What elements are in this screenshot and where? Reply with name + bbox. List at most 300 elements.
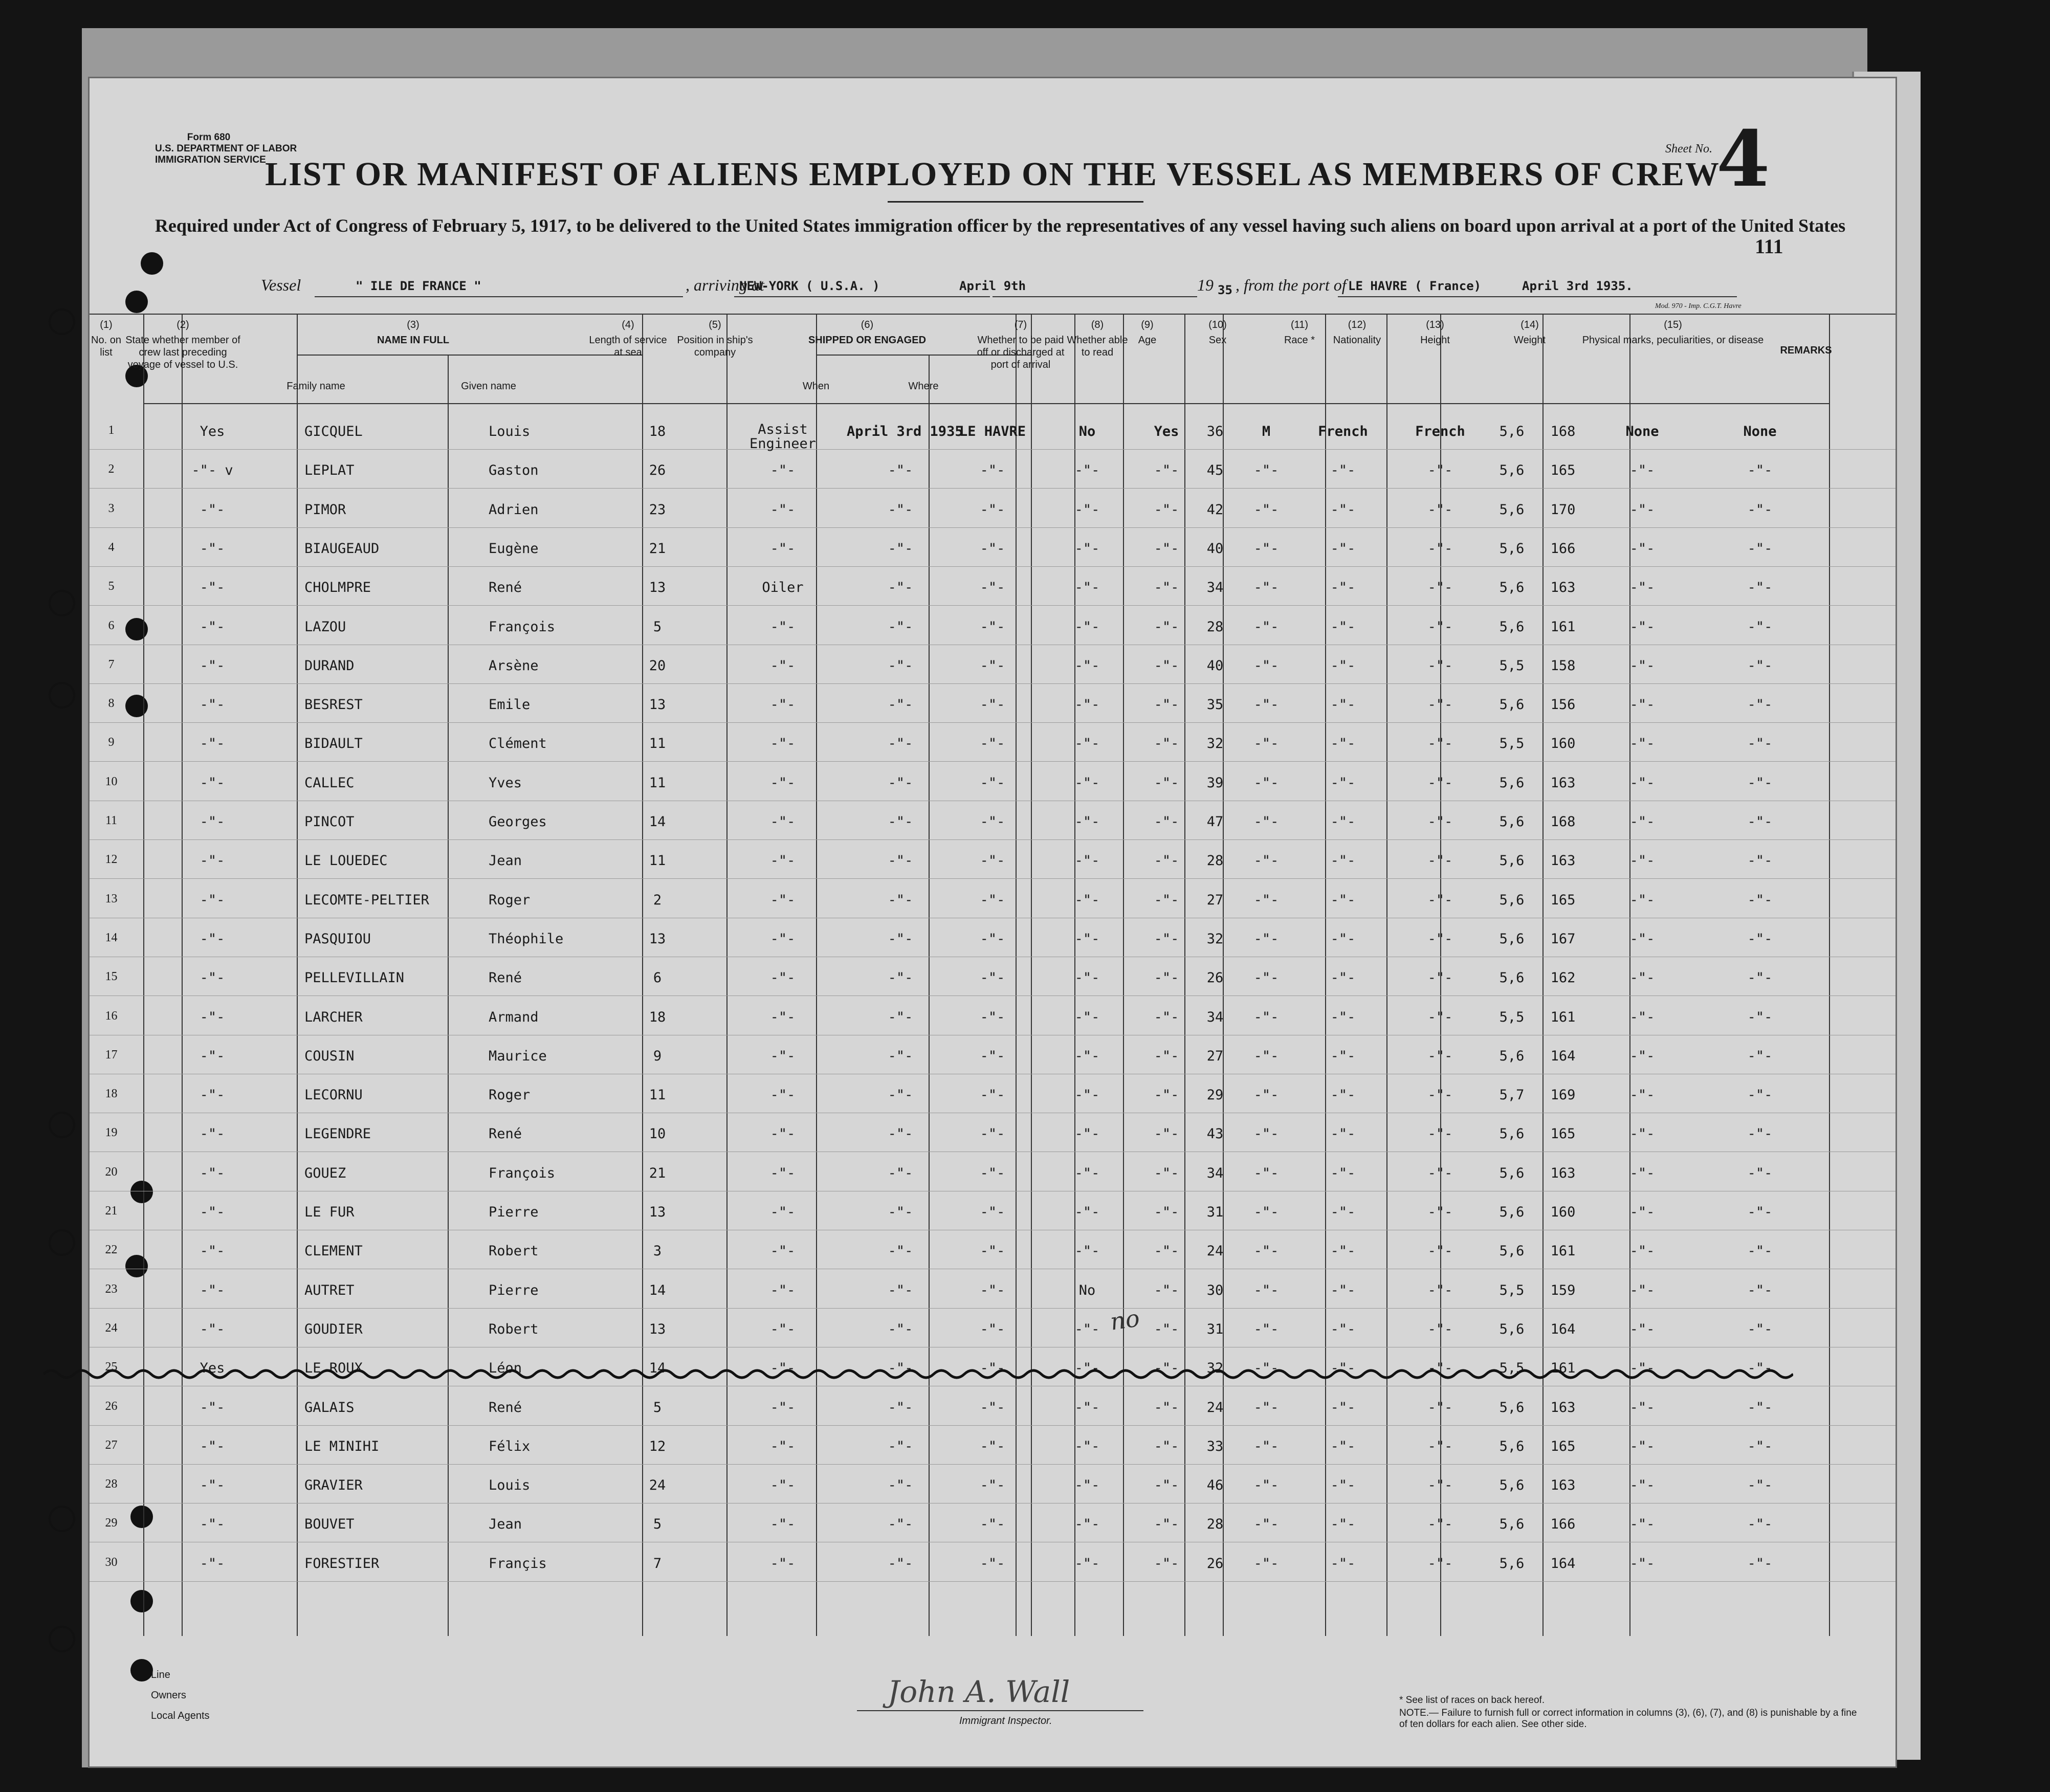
cell-where: -"-: [980, 814, 1005, 830]
cell-when: -"-: [888, 618, 913, 635]
cell-paid: -"-: [1074, 1009, 1100, 1025]
cell-given: Eugène: [489, 540, 539, 557]
cell-height: 5,5: [1499, 1009, 1525, 1025]
cell-race: -"-: [1330, 1087, 1356, 1103]
cell-family: PASQUIOU: [304, 931, 371, 947]
cell-position: -"-: [770, 1204, 796, 1220]
inspector-label: Immigrant Inspector.: [959, 1715, 1052, 1727]
column-header: Height: [1420, 335, 1450, 346]
cell-read: -"-: [1154, 1321, 1179, 1337]
cell-sex: -"-: [1253, 1243, 1279, 1259]
cell-marks: -"-: [1629, 1516, 1655, 1533]
cell-marks: -"-: [1629, 853, 1655, 869]
cell-prev: -"-: [200, 1087, 225, 1103]
cell-family: BESREST: [304, 697, 363, 713]
cell-where: -"-: [980, 1243, 1005, 1259]
cell-paid: -"-: [1074, 580, 1100, 596]
cell-height: 5,7: [1499, 1087, 1525, 1103]
cell-position: Assist Engineer: [749, 422, 817, 452]
column-rule: [1829, 314, 1830, 1636]
cell-read: -"-: [1154, 1516, 1179, 1533]
cell-remarks: -"-: [1747, 618, 1773, 635]
cell-height: 5,6: [1499, 1516, 1525, 1533]
cell-position: -"-: [770, 1165, 796, 1181]
cell-where: -"-: [980, 501, 1005, 518]
cell-remarks: -"-: [1747, 1009, 1773, 1025]
cell-position: -"-: [770, 1399, 796, 1415]
arrival-date: April 9th: [959, 279, 1026, 293]
cell-service: 13: [649, 931, 666, 947]
row-rule: [90, 449, 1895, 450]
cell-sex: -"-: [1253, 736, 1279, 752]
cell-no: 2: [108, 462, 115, 476]
cell-weight: 161: [1550, 1009, 1576, 1025]
cell-nat: -"-: [1427, 853, 1453, 869]
cell-marks: None: [1625, 424, 1659, 439]
cell-service: 5: [653, 618, 662, 635]
cell-position: -"-: [770, 1243, 796, 1259]
cell-sex: -"-: [1253, 697, 1279, 713]
cell-given: Robert: [489, 1321, 539, 1337]
cell-remarks: -"-: [1747, 1204, 1773, 1220]
column-number: (5): [709, 319, 721, 330]
cell-prev: -"-: [200, 775, 225, 791]
cell-marks: -"-: [1629, 462, 1655, 479]
cell-prev: -"-: [200, 1243, 225, 1259]
cell-service: 11: [649, 1087, 666, 1103]
cell-height: 5,6: [1499, 1438, 1525, 1454]
cell-marks: -"-: [1629, 580, 1655, 596]
cell-marks: -"-: [1629, 1126, 1655, 1142]
cell-race: -"-: [1330, 1555, 1356, 1572]
cell-service: 5: [653, 1516, 662, 1533]
cell-where: -"-: [980, 540, 1005, 557]
column-header: REMARKS: [1780, 345, 1832, 356]
cell-race: -"-: [1330, 462, 1356, 479]
row-rule: [90, 566, 1895, 567]
cell-sex: -"-: [1253, 931, 1279, 947]
cell-when: -"-: [888, 540, 913, 557]
cell-family: LEPLAT: [304, 462, 355, 479]
cell-race: -"-: [1330, 931, 1356, 947]
cell-nat: French: [1415, 424, 1465, 439]
cell-read: -"-: [1154, 1360, 1179, 1377]
subheader-when: When: [802, 381, 830, 392]
cell-sex: -"-: [1253, 1126, 1279, 1142]
cell-family: LECOMTE-PELTIER: [304, 892, 429, 908]
strike-through-line: [43, 1364, 1793, 1384]
cell-nat: -"-: [1427, 462, 1453, 479]
column-header: Race *: [1284, 335, 1315, 346]
cell-marks: -"-: [1629, 1048, 1655, 1064]
cell-age: 34: [1206, 580, 1224, 596]
cell-service: 9: [653, 1048, 662, 1064]
cell-age: 32: [1206, 1360, 1224, 1377]
cell-no: 19: [105, 1126, 118, 1140]
manifest-sheet: [88, 77, 1897, 1768]
cell-nat: -"-: [1427, 1555, 1453, 1572]
cell-height: 5,6: [1499, 1243, 1525, 1259]
cell-race: -"-: [1330, 1243, 1356, 1259]
cell-nat: -"-: [1427, 814, 1453, 830]
cell-when: -"-: [888, 931, 913, 947]
cell-remarks: -"-: [1747, 1165, 1773, 1181]
cell-marks: -"-: [1629, 736, 1655, 752]
cell-given: François: [489, 1165, 556, 1181]
cell-prev: -"-: [200, 1048, 225, 1064]
cell-nat: -"-: [1427, 501, 1453, 518]
cell-service: 13: [649, 1204, 666, 1220]
cell-height: 5,5: [1499, 1282, 1525, 1298]
cell-given: Pierre: [489, 1204, 539, 1220]
cell-sex: -"-: [1253, 1165, 1279, 1181]
cell-no: 20: [105, 1165, 118, 1179]
page-subtitle: Required under Act of Congress of February 5, 1917, to be delivered to the United States immigration officer by the representatives of any vessel having such aliens on board upon arrival at a port of the United States: [155, 215, 1846, 236]
cell-when: -"-: [888, 1009, 913, 1025]
cell-age: 40: [1206, 540, 1224, 557]
cell-paid: -"-: [1074, 1399, 1100, 1415]
cell-age: 32: [1206, 736, 1224, 752]
inspector-signature: John A. Wall: [888, 1674, 1070, 1709]
cell-marks: -"-: [1629, 1282, 1655, 1298]
cell-no: 28: [105, 1477, 118, 1491]
cell-paid: -"-: [1074, 501, 1100, 518]
form-department: U.S. DEPARTMENT OF LABOR: [155, 143, 297, 154]
cell-age: 28: [1206, 1516, 1224, 1533]
cell-weight: 167: [1550, 931, 1576, 947]
cell-no: 6: [108, 618, 115, 632]
cell-service: 10: [649, 1126, 666, 1142]
cell-marks: -"-: [1629, 1555, 1655, 1572]
cell-marks: -"-: [1629, 1321, 1655, 1337]
cell-sex: -"-: [1253, 814, 1279, 830]
cell-given: Françis: [489, 1555, 547, 1572]
cell-no: 18: [105, 1087, 118, 1101]
cell-paid: -"-: [1074, 814, 1100, 830]
cell-height: 5,5: [1499, 657, 1525, 674]
row-rule: [90, 995, 1895, 996]
punch-hole: [141, 252, 163, 275]
cell-given: Louis: [489, 424, 531, 439]
cell-age: 39: [1206, 775, 1224, 791]
row-rule: [90, 683, 1895, 684]
cell-nat: -"-: [1427, 697, 1453, 713]
cell-race: -"-: [1330, 736, 1356, 752]
cell-position: -"-: [770, 618, 796, 635]
cell-given: Clément: [489, 736, 547, 752]
cell-race: -"-: [1330, 1126, 1356, 1142]
page-title: LIST OR MANIFEST OF ALIENS EMPLOYED ON THE VESSEL AS MEMBERS OF CREW: [265, 156, 1720, 193]
cell-position: Oiler: [762, 580, 804, 596]
cell-nat: -"-: [1427, 1165, 1453, 1181]
row-rule: [90, 1581, 1895, 1582]
sheet-number: 4: [1716, 114, 1770, 204]
column-number: (8): [1091, 319, 1104, 330]
cell-where: -"-: [980, 1087, 1005, 1103]
cell-marks: -"-: [1629, 540, 1655, 557]
cell-no: 5: [108, 580, 115, 593]
cell-paid: No: [1078, 1282, 1096, 1298]
cell-prev: -"-: [200, 1165, 225, 1181]
cell-nat: -"-: [1427, 775, 1453, 791]
cell-paid: -"-: [1074, 1516, 1100, 1533]
cell-family: LARCHER: [304, 1009, 363, 1025]
cell-age: 24: [1206, 1243, 1224, 1259]
cell-given: Emile: [489, 697, 531, 713]
punch-ring: [49, 1229, 75, 1256]
cell-read: -"-: [1154, 970, 1179, 986]
cell-weight: 163: [1550, 775, 1576, 791]
from-port: LE HAVRE ( France): [1348, 279, 1482, 293]
cell-weight: 160: [1550, 736, 1576, 752]
cell-no: 26: [105, 1399, 118, 1413]
cell-where: -"-: [980, 580, 1005, 596]
punch-hole: [130, 1659, 153, 1682]
cell-position: -"-: [770, 1360, 796, 1377]
cell-where: LE HAVRE: [959, 424, 1026, 439]
cell-weight: 161: [1550, 1243, 1576, 1259]
cell-position: -"-: [770, 462, 796, 479]
cell-remarks: None: [1743, 424, 1777, 439]
cell-race: -"-: [1330, 1048, 1356, 1064]
cell-remarks: -"-: [1747, 1399, 1773, 1415]
cell-position: -"-: [770, 697, 796, 713]
cell-where: -"-: [980, 970, 1005, 986]
cell-marks: -"-: [1629, 1009, 1655, 1025]
cell-age: 31: [1206, 1204, 1224, 1220]
cell-race: -"-: [1330, 814, 1356, 830]
cell-paid: -"-: [1074, 462, 1100, 479]
cell-family: PIMOR: [304, 501, 346, 518]
cell-weight: 163: [1550, 1165, 1576, 1181]
cell-where: -"-: [980, 1399, 1005, 1415]
cell-no: 17: [105, 1048, 118, 1061]
cell-read: -"-: [1154, 618, 1179, 635]
cell-service: 2: [653, 892, 662, 908]
cell-sex: -"-: [1253, 1009, 1279, 1025]
cell-read: -"-: [1154, 462, 1179, 479]
cell-family: CLEMENT: [304, 1243, 363, 1259]
footer-line-label: Line: [151, 1669, 170, 1680]
cell-prev: -"-: [200, 1438, 225, 1454]
cell-when: April 3rd 1935: [847, 424, 963, 439]
cell-given: Adrien: [489, 501, 539, 518]
cell-height: 5,6: [1499, 540, 1525, 557]
cell-weight: 168: [1550, 814, 1576, 830]
cell-where: -"-: [980, 462, 1005, 479]
cell-position: -"-: [770, 1087, 796, 1103]
cell-nat: -"-: [1427, 1009, 1453, 1025]
cell-remarks: -"-: [1747, 1516, 1773, 1533]
cell-height: 5,6: [1499, 814, 1525, 830]
cell-read: -"-: [1154, 1165, 1179, 1181]
column-header: SHIPPED OR ENGAGED: [808, 335, 927, 346]
cell-where: -"-: [980, 892, 1005, 908]
cell-weight: 161: [1550, 1360, 1576, 1377]
cell-height: 5,6: [1499, 1321, 1525, 1337]
cell-height: 5,6: [1499, 697, 1525, 713]
punch-ring: [49, 590, 75, 616]
column-rule: [726, 314, 728, 1636]
cell-nat: -"-: [1427, 1477, 1453, 1494]
cell-prev: -"-: [200, 580, 225, 596]
subheader-family: Family name: [286, 381, 345, 392]
cell-age: 34: [1206, 1165, 1224, 1181]
cell-read: -"-: [1154, 1438, 1179, 1454]
cell-read: -"-: [1154, 853, 1179, 869]
column-number: (13): [1426, 319, 1444, 330]
cell-remarks: -"-: [1747, 853, 1773, 869]
cell-marks: -"-: [1629, 1399, 1655, 1415]
cell-position: -"-: [770, 853, 796, 869]
subheader-where: Where: [908, 381, 939, 392]
column-number: (4): [622, 319, 634, 330]
column-number: (2): [177, 319, 189, 330]
cell-given: Georges: [489, 814, 547, 830]
cell-service: 13: [649, 697, 666, 713]
cell-no: 23: [105, 1282, 118, 1296]
cell-when: -"-: [888, 1165, 913, 1181]
cell-no: 3: [108, 501, 115, 515]
cell-age: 36: [1206, 424, 1224, 439]
cell-sex: -"-: [1253, 1282, 1279, 1298]
cell-read: -"-: [1154, 501, 1179, 518]
cell-given: René: [489, 970, 522, 986]
cell-marks: -"-: [1629, 892, 1655, 908]
cell-no: 11: [105, 814, 118, 827]
cell-read: -"-: [1154, 1477, 1179, 1494]
cell-family: GRAVIER: [304, 1477, 363, 1494]
cell-position: -"-: [770, 1282, 796, 1298]
cell-where: -"-: [980, 853, 1005, 869]
column-header: Weight: [1514, 335, 1546, 346]
cell-sex: M: [1262, 424, 1271, 439]
form-service: IMMIGRATION SERVICE: [155, 154, 266, 165]
cell-weight: 163: [1550, 580, 1576, 596]
cell-prev: -"-: [200, 1399, 225, 1415]
cell-service: 14: [649, 1282, 666, 1298]
cell-sex: -"-: [1253, 657, 1279, 674]
cell-paid: -"-: [1074, 540, 1100, 557]
cell-nat: -"-: [1427, 1204, 1453, 1220]
cell-position: -"-: [770, 1048, 796, 1064]
cell-when: -"-: [888, 1516, 913, 1533]
cell-paid: -"-: [1074, 1555, 1100, 1572]
cell-marks: -"-: [1629, 970, 1655, 986]
cell-no: 9: [108, 736, 115, 749]
cell-sex: -"-: [1253, 1555, 1279, 1572]
cell-read: -"-: [1154, 775, 1179, 791]
penalty-note: NOTE.— Failure to furnish full or correct information in columns (3), (6), (7), and (8) is punishable by a fine of ten dollars for each alien. See other side.: [1399, 1708, 1857, 1730]
year-suffix: 35: [1218, 283, 1232, 297]
cell-remarks: -"-: [1747, 1243, 1773, 1259]
cell-read: -"-: [1154, 1126, 1179, 1142]
cell-service: 5: [653, 1399, 662, 1415]
printer-note: Mod. 970 - Imp. C.G.T. Havre: [1655, 302, 1742, 310]
cell-age: 27: [1206, 1048, 1224, 1064]
cell-read: -"-: [1154, 1048, 1179, 1064]
header-rule: [143, 403, 1829, 404]
cell-weight: 164: [1550, 1321, 1576, 1337]
cell-when: -"-: [888, 501, 913, 518]
cell-position: -"-: [770, 657, 796, 674]
cell-marks: -"-: [1629, 657, 1655, 674]
cell-sex: -"-: [1253, 618, 1279, 635]
cell-race: -"-: [1330, 501, 1356, 518]
cell-race: French: [1318, 424, 1368, 439]
cell-race: -"-: [1330, 580, 1356, 596]
cell-age: 40: [1206, 657, 1224, 674]
cell-given: René: [489, 1126, 522, 1142]
cell-when: -"-: [888, 1282, 913, 1298]
cell-family: LEGENDRE: [304, 1126, 371, 1142]
cell-prev: Yes: [200, 1360, 225, 1377]
cell-given: Pierre: [489, 1282, 539, 1298]
cell-paid: -"-: [1074, 1048, 1100, 1064]
cell-where: -"-: [980, 1360, 1005, 1377]
cell-height: 5,6: [1499, 618, 1525, 635]
from-label: , from the port of: [1236, 276, 1347, 294]
cell-weight: 164: [1550, 1555, 1576, 1572]
column-header: Whether to be paid off or discharged at port of arrival: [977, 335, 1065, 370]
cell-family: AUTRET: [304, 1282, 355, 1298]
cell-weight: 166: [1550, 1516, 1576, 1533]
cell-where: -"-: [980, 1438, 1005, 1454]
cell-height: 5,6: [1499, 775, 1525, 791]
cell-family: FORESTIER: [304, 1555, 380, 1572]
cell-given: Roger: [489, 1087, 531, 1103]
row-rule: [90, 488, 1895, 489]
cell-prev: -"-: [200, 1204, 225, 1220]
cell-given: René: [489, 1399, 522, 1415]
cell-position: -"-: [770, 501, 796, 518]
cell-where: -"-: [980, 1477, 1005, 1494]
row-rule: [90, 722, 1895, 723]
cell-race: -"-: [1330, 853, 1356, 869]
vessel-label: Vessel: [261, 276, 301, 294]
cell-remarks: -"-: [1747, 1282, 1773, 1298]
cell-service: 11: [649, 853, 666, 869]
cell-when: -"-: [888, 1204, 913, 1220]
cell-age: 29: [1206, 1087, 1224, 1103]
column-number: (12): [1348, 319, 1366, 330]
cell-position: -"-: [770, 540, 796, 557]
cell-when: -"-: [888, 1243, 913, 1259]
cell-weight: 169: [1550, 1087, 1576, 1103]
cell-prev: -"-: [200, 1516, 225, 1533]
column-number: (3): [407, 319, 420, 330]
cell-service: 7: [653, 1555, 662, 1572]
cell-age: 46: [1206, 1477, 1224, 1494]
cell-family: BIDAULT: [304, 736, 363, 752]
column-header: Length of service at sea: [589, 335, 667, 358]
cell-read: -"-: [1154, 540, 1179, 557]
cell-weight: 164: [1550, 1048, 1576, 1064]
cell-service: 20: [649, 657, 666, 674]
cell-nat: -"-: [1427, 892, 1453, 908]
cell-when: -"-: [888, 814, 913, 830]
cell-sex: -"-: [1253, 892, 1279, 908]
cell-height: 5,5: [1499, 736, 1525, 752]
column-number: (6): [861, 319, 874, 330]
cell-given: Théophile: [489, 931, 564, 947]
cell-nat: -"-: [1427, 618, 1453, 635]
cell-marks: -"-: [1629, 1243, 1655, 1259]
cell-no: 27: [105, 1438, 118, 1452]
table-top-rule: [90, 314, 1895, 315]
cell-race: -"-: [1330, 970, 1356, 986]
cell-position: -"-: [770, 1321, 796, 1337]
